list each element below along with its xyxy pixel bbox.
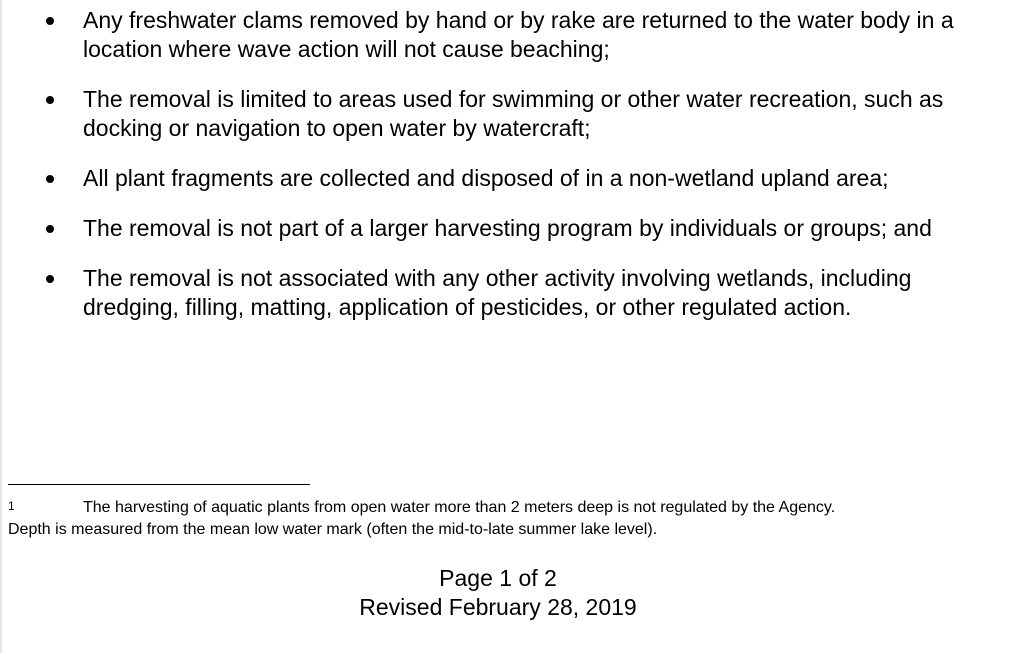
page-number: Page 1 of 2 <box>439 565 557 591</box>
list-item <box>0 214 1024 243</box>
bullet-icon <box>46 275 54 283</box>
list-item-text: The removal is not associated with any other activity involving wetlands, including dredging, filling, matting, application of pesticides, or other regulated action. <box>83 265 912 320</box>
list-item <box>0 164 1024 193</box>
requirements-list <box>0 6 1024 343</box>
footnote <box>8 497 988 541</box>
bullet-icon <box>46 17 54 25</box>
bullet-icon <box>46 96 54 104</box>
bullet-icon <box>46 225 54 233</box>
footnote-line-2: Depth is measured from the mean low water mark (often the mid-to-late summer lake level). <box>8 521 658 538</box>
revision-date: Revised February 28, 2019 <box>359 594 637 620</box>
list-item-text: The removal is not part of a larger harvesting program by individuals or groups; and <box>83 215 932 241</box>
list-item-text: All plant fragments are collected and disposed of in a non-wetland upland area; <box>83 165 889 191</box>
footnote-line-1: The harvesting of aquatic plants from open water more than 2 meters deep is not regulated by the Agency. <box>83 499 836 516</box>
bullet-icon <box>46 175 54 183</box>
list-item <box>0 85 1024 143</box>
footnote-marker: 1 <box>8 499 15 513</box>
footnote-divider <box>8 484 310 485</box>
list-item-text: The removal is limited to areas used for swimming or other water recreation, such as docking or navigation to open water by watercraft; <box>83 86 944 141</box>
list-item <box>0 264 1024 322</box>
list-item-text: Any freshwater clams removed by hand or by rake are returned to the water body in a location where wave action will not cause beaching; <box>83 7 954 62</box>
page-footer <box>0 564 996 622</box>
list-item <box>0 6 1024 64</box>
